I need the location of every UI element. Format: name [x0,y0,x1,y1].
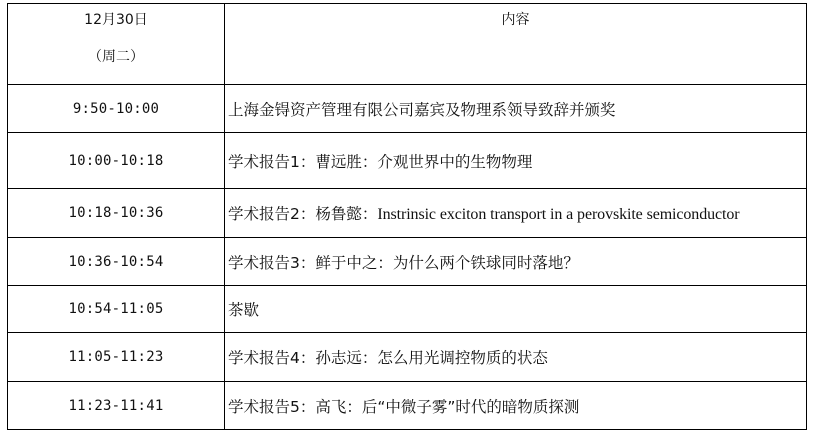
content-cell: 学术报告1：曹远胜：介观世界中的生物物理 [225,133,807,189]
content-cell: 学术报告4：孙志远：怎么用光调控物质的状态 [225,333,807,382]
content-cell: 茶歇 [225,286,807,333]
table-row [8,333,807,382]
talk-title-english: Instrinsic exciton transport in a perovskite semiconductor [377,206,740,223]
header-date-cell [8,4,225,85]
table-row [8,382,807,430]
table-row [8,238,807,286]
table-row [8,189,807,238]
table-row [8,133,807,189]
time-cell: 11:23-11:41 [8,382,225,430]
time-cell: 10:54-11:05 [8,286,225,333]
content-cell: 学术报告3：鲜于中之：为什么两个铁球同时落地？ [225,238,807,286]
table-header-row [8,4,807,85]
time-cell: 9:50-10:00 [8,85,225,133]
time-cell: 10:36-10:54 [8,238,225,286]
content-cell: 上海金锝资产管理有限公司嘉宾及物理系领导致辞并颁奖 [225,85,807,133]
header-weekday: （周二） [88,49,144,65]
table-row [8,286,807,333]
time-cell: 10:18-10:36 [8,189,225,238]
header-date: 12月30日 [84,12,148,28]
content-cell: 学术报告5：高飞：后“中微子雾”时代的暗物质探测 [225,382,807,430]
schedule-table [7,3,807,430]
header-content-label: 内容 [501,12,530,28]
table-row [8,85,807,133]
talk-speaker-prefix: 学术报告2：杨鲁懿： [228,205,378,223]
header-content-cell [225,4,807,85]
time-cell: 10:00-10:18 [8,133,225,189]
content-cell [225,189,807,238]
time-cell: 11:05-11:23 [8,333,225,382]
